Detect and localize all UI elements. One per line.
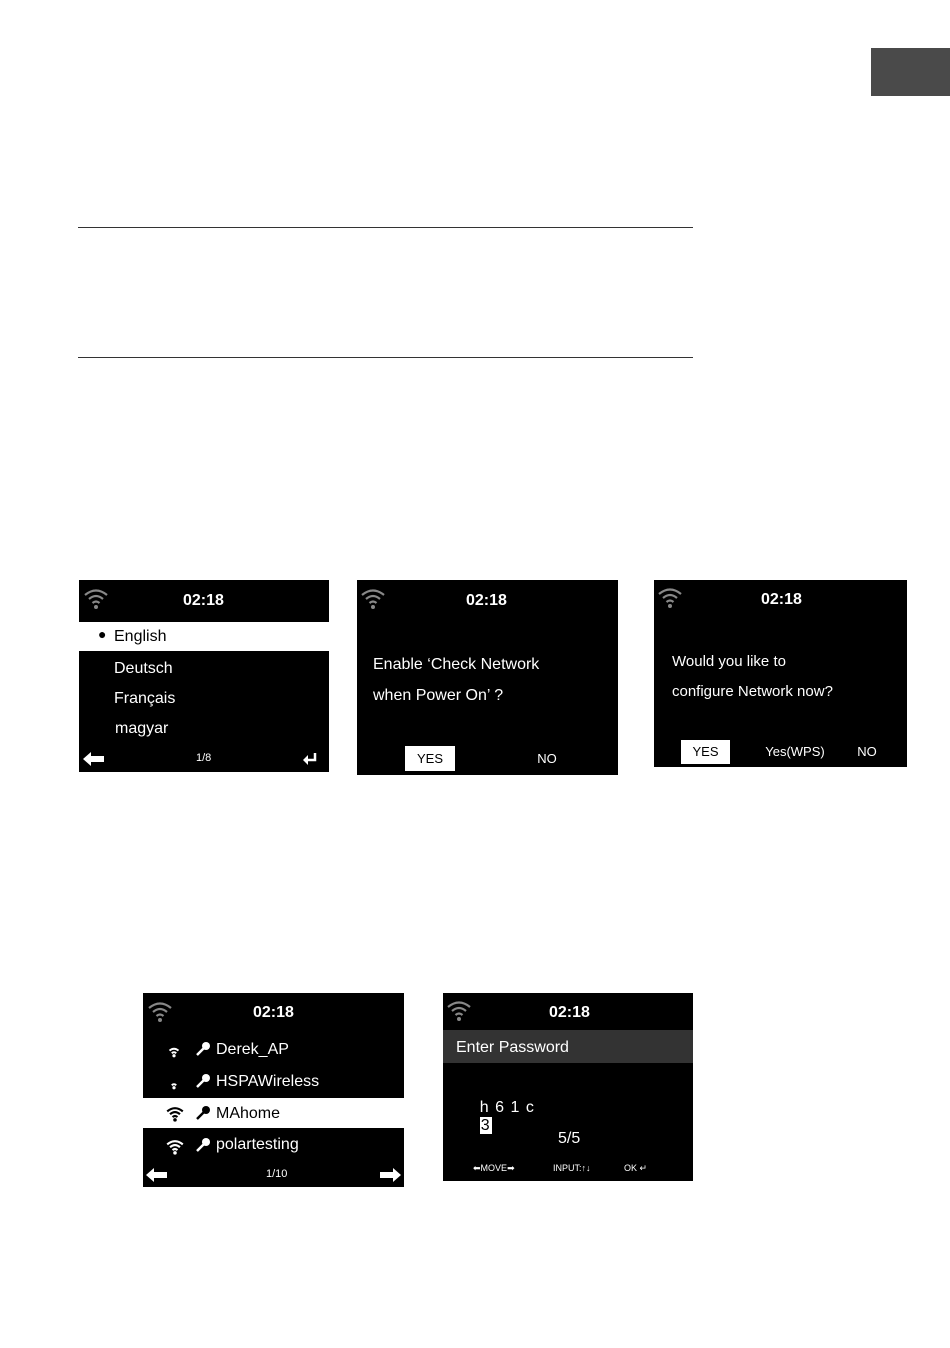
password-title: Enter Password (456, 1039, 569, 1056)
network-list-screen (143, 993, 404, 1187)
clock: 02:18 (183, 592, 224, 609)
password-cursor: 3 (480, 1117, 491, 1134)
wifi-signal-icon (165, 1042, 183, 1058)
language-item-selected[interactable] (79, 622, 329, 651)
back-arrow-icon[interactable] (146, 1168, 168, 1182)
wifi-icon (359, 586, 387, 610)
check-network-screen (357, 580, 618, 775)
down-arrow-icon: ↓ (586, 1163, 591, 1173)
wifi-icon (82, 586, 110, 610)
wifi-signal-icon (165, 1074, 183, 1090)
wifi-signal-icon (165, 1138, 185, 1155)
password-field[interactable] (458, 1081, 535, 1153)
wifi-icon (656, 585, 684, 609)
prompt-line: Would you like to (672, 653, 786, 670)
language-screen (79, 580, 329, 772)
yes-wps-button[interactable]: Yes(WPS) (765, 744, 825, 759)
password-chars: h 6 1 c (479, 1099, 535, 1116)
network-name: HSPAWireless (216, 1073, 320, 1090)
wifi-signal-icon (165, 1105, 185, 1122)
language-label: English (114, 628, 167, 645)
wifi-icon (445, 998, 473, 1022)
divider (78, 357, 693, 358)
yes-button[interactable]: YES (405, 746, 455, 771)
ok-hint: OK ↵ (624, 1163, 648, 1173)
yes-button[interactable]: YES (681, 740, 730, 764)
right-arrow-icon: ➡ (507, 1163, 515, 1173)
network-name: MAhome (216, 1105, 281, 1122)
forward-arrow-icon[interactable] (379, 1168, 401, 1182)
key-icon (195, 1073, 211, 1089)
no-button[interactable]: NO (537, 751, 557, 766)
network-name: polartesting (216, 1136, 299, 1153)
clock: 02:18 (466, 592, 507, 609)
configure-network-screen (654, 580, 907, 767)
clock: 02:18 (549, 1004, 590, 1021)
up-arrow-icon: ↑ (581, 1163, 587, 1173)
input-hint: INPUT:↑↓ (553, 1163, 591, 1173)
key-icon (195, 1105, 211, 1121)
clock: 02:18 (761, 591, 802, 608)
prompt-line: when Power On’ ? (373, 687, 504, 704)
network-name: Derek_AP (216, 1041, 289, 1058)
enter-icon: ↵ (639, 1163, 648, 1173)
prompt-line: Enable ‘Check Network (373, 656, 540, 673)
key-icon (195, 1041, 211, 1057)
char-count: 5/5 (558, 1130, 581, 1147)
language-tab (871, 48, 950, 96)
move-hint: ⬅MOVE➡ (473, 1163, 515, 1173)
wifi-icon (146, 999, 174, 1023)
enter-icon[interactable] (303, 753, 317, 765)
language-item[interactable]: magyar (115, 720, 169, 737)
divider (78, 227, 693, 228)
back-arrow-icon[interactable] (83, 752, 105, 766)
key-icon (195, 1137, 211, 1153)
language-item[interactable]: Français (114, 690, 176, 707)
network-item-selected[interactable] (143, 1098, 404, 1128)
prompt-line: configure Network now? (672, 683, 833, 700)
page-indicator: 1/8 (196, 752, 212, 764)
network-item[interactable] (143, 1068, 404, 1096)
network-item[interactable] (143, 1036, 404, 1064)
clock: 02:18 (253, 1004, 294, 1021)
selected-bullet-icon: ● (98, 626, 107, 642)
page-indicator: 1/10 (266, 1168, 288, 1180)
language-item[interactable]: Deutsch (114, 660, 173, 677)
password-screen (443, 993, 693, 1181)
password-header (443, 1030, 693, 1063)
left-arrow-icon: ⬅ (473, 1163, 481, 1173)
network-item[interactable] (143, 1132, 404, 1160)
no-button[interactable]: NO (857, 744, 877, 759)
